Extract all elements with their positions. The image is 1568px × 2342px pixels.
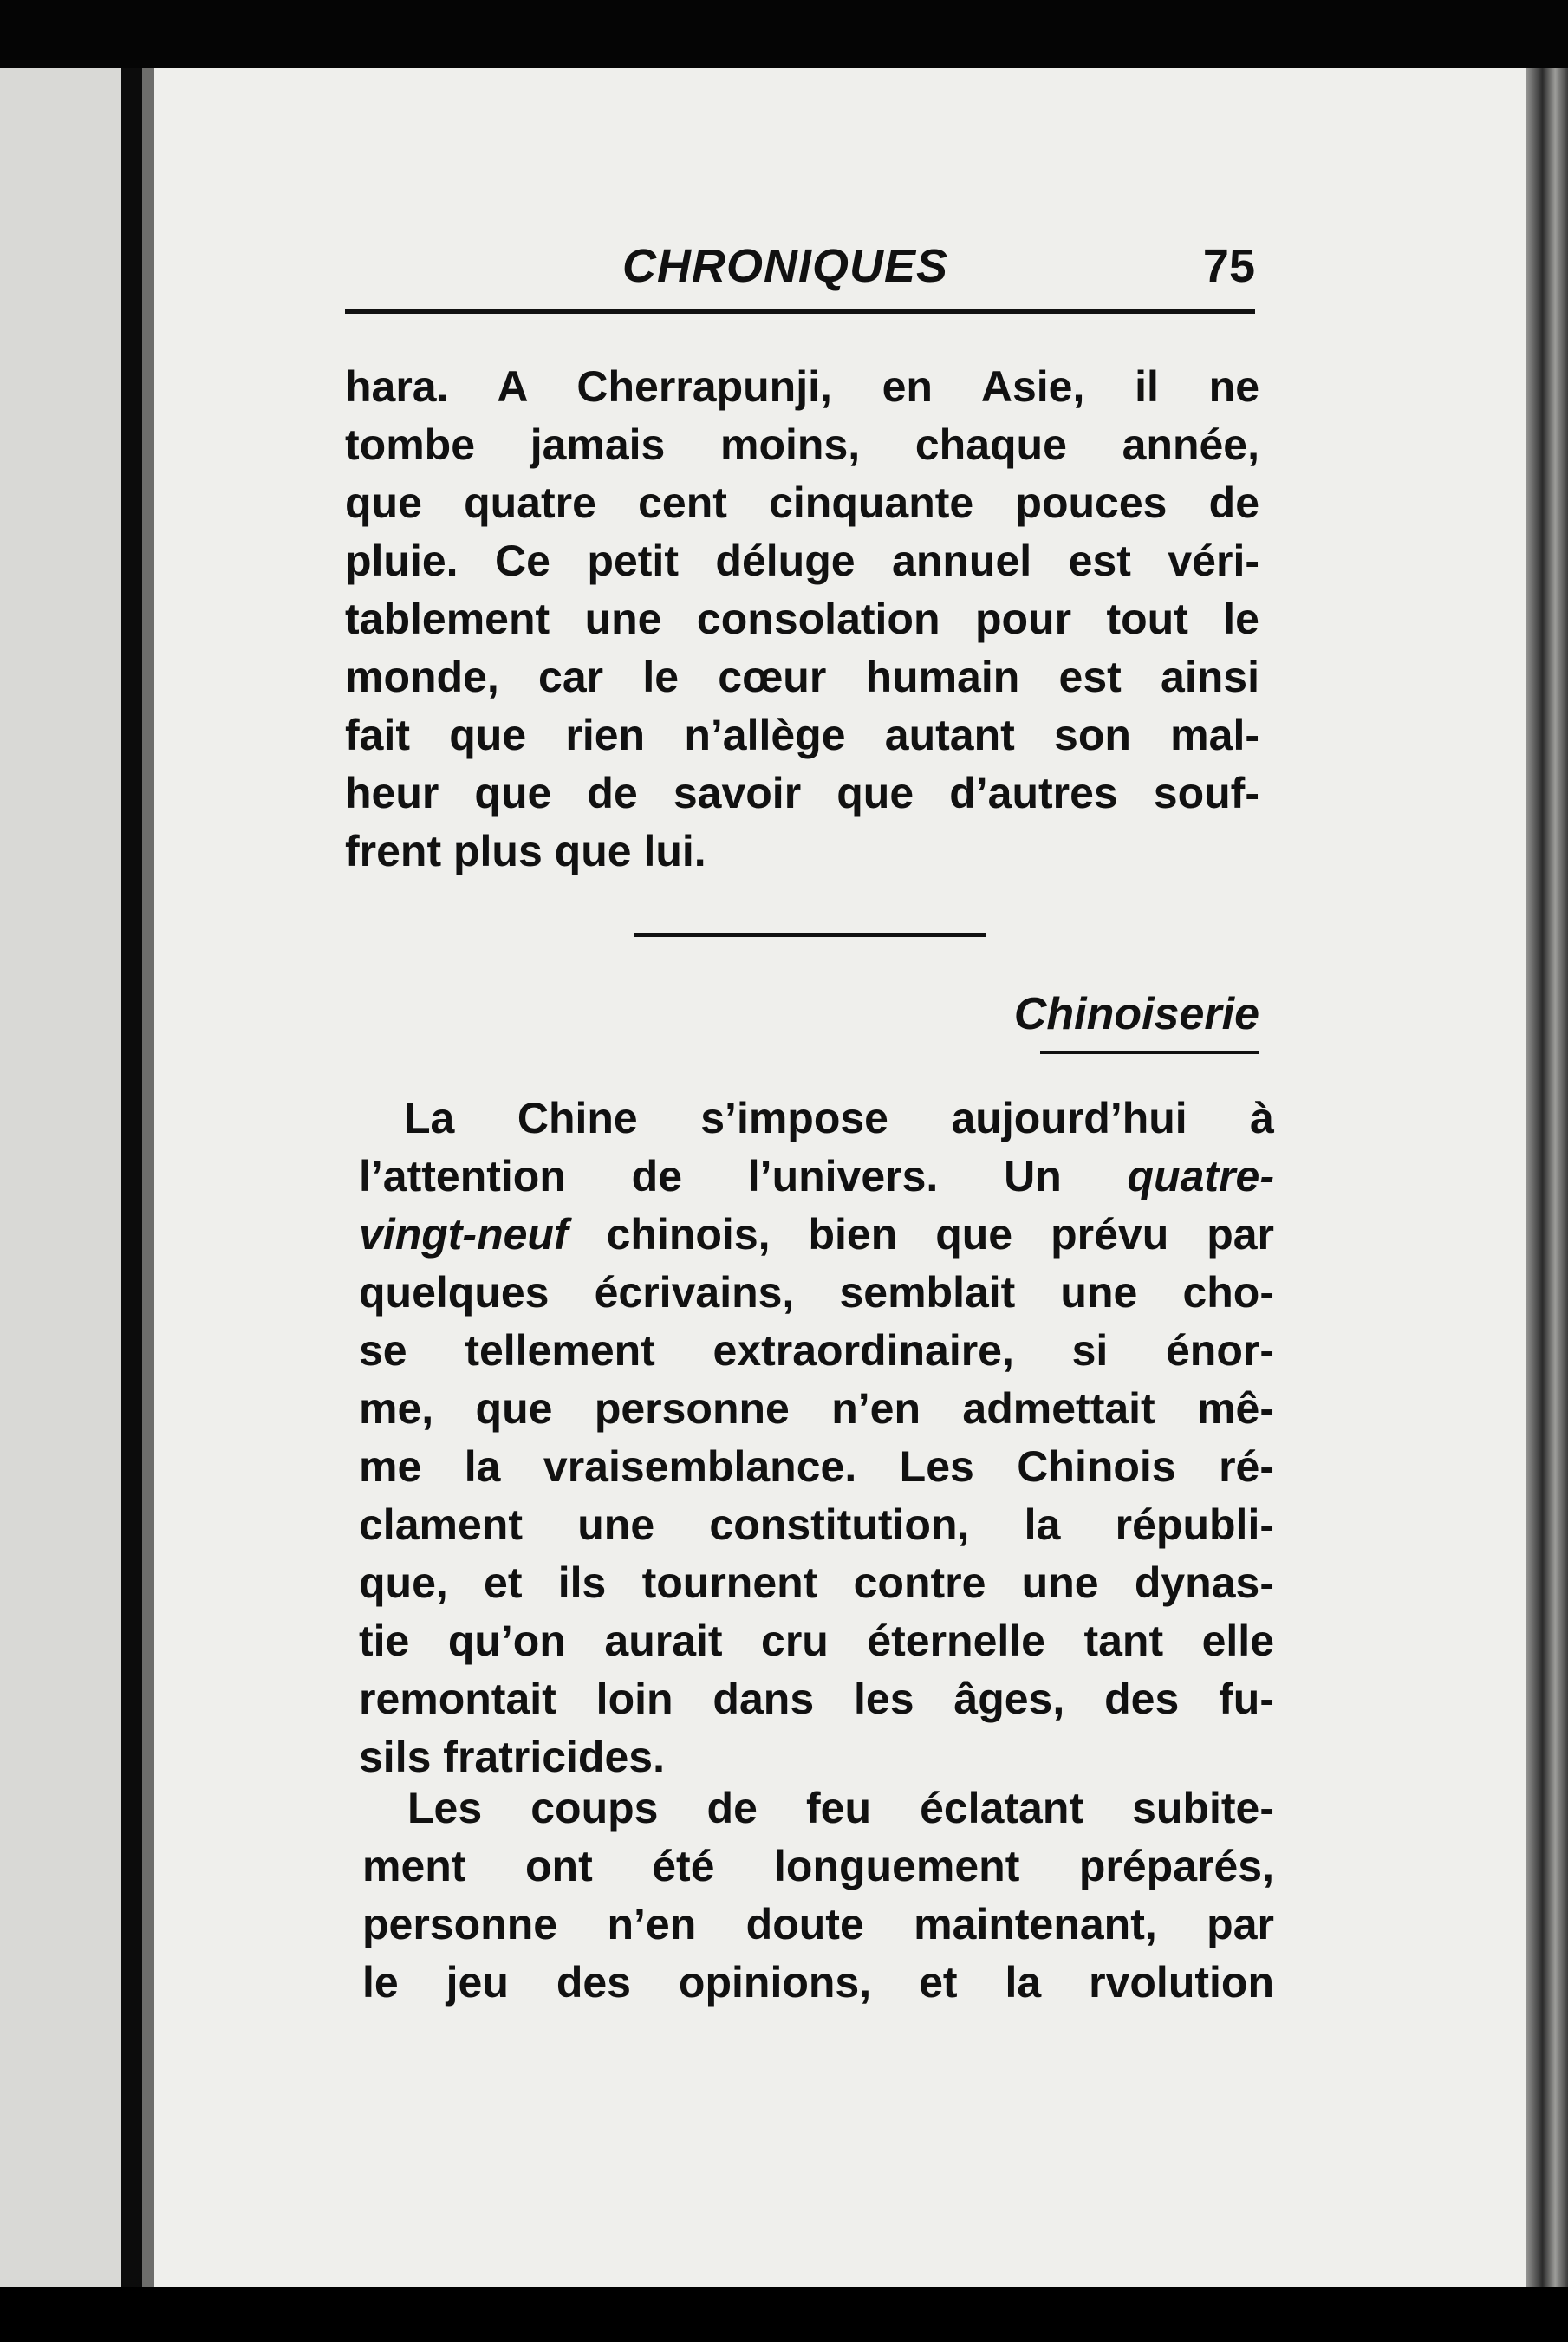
text-line: frent plus que lui. <box>345 827 706 875</box>
gutter-shadow <box>142 68 154 2287</box>
text-line: remontait loin dans les âges, des fu- <box>359 1675 1274 1723</box>
text-line: monde, car le cœur humain est ainsi <box>345 653 1259 701</box>
text-fragment: l’attention de l’univers. Un <box>359 1152 1128 1200</box>
text-line: que, et ils tournent contre une dynas- <box>359 1558 1274 1607</box>
text-line: le jeu des opinions, et la rvolution <box>362 1958 1274 2007</box>
section-title: Chinoiserie <box>1013 989 1259 1039</box>
running-title: CHRONIQUES <box>622 240 949 292</box>
text-line: heur que de savoir que d’autres souf- <box>345 769 1259 817</box>
paragraph-revolution <box>362 1779 1274 2012</box>
text-line: sils fratricides. <box>359 1733 665 1781</box>
text-line: pluie. Ce petit déluge annuel est véri- <box>345 537 1259 585</box>
section-divider-rule <box>634 933 986 937</box>
paragraph-chinoiserie <box>359 1090 1274 1786</box>
text-line: hara. A Cherrapunji, en Asie, il ne <box>345 362 1259 411</box>
italic-phrase: vingt-neuf <box>359 1210 569 1259</box>
text-line <box>359 1206 1274 1264</box>
text-line: me, que personne n’en admettait mê- <box>359 1384 1274 1433</box>
text-line <box>359 1148 1274 1206</box>
left-page-edge <box>0 68 121 2287</box>
text-fragment: chinois, bien que prévu par <box>568 1210 1274 1259</box>
italic-phrase: quatre- <box>1127 1152 1274 1200</box>
text-line: quelques écrivains, semblait une cho- <box>359 1268 1274 1317</box>
text-line: fait que rien n’allège autant son mal- <box>345 711 1259 759</box>
header-rule <box>345 309 1255 314</box>
paragraph-continued <box>345 358 1259 881</box>
page-number: 75 <box>1202 240 1255 292</box>
book-gutter <box>121 68 142 2287</box>
text-line: tombe jamais moins, chaque année, <box>345 420 1259 469</box>
section-title-underline <box>1040 1051 1259 1054</box>
right-page-edge <box>1526 68 1568 2287</box>
text-line: me la vraisemblance. Les Chinois ré- <box>359 1442 1274 1491</box>
text-line: se tellement extraordinaire, si énor- <box>359 1326 1274 1375</box>
scan-border <box>0 2287 1568 2342</box>
text-line: Les coups de feu éclatant subite- <box>407 1784 1274 1832</box>
text-line: La Chine s’impose aujourd’hui à <box>404 1094 1274 1142</box>
text-line: personne n’en doute maintenant, par <box>362 1900 1274 1948</box>
running-head <box>345 239 1255 291</box>
text-line: ment ont été longuement préparés, <box>362 1842 1274 1890</box>
text-line: que quatre cent cinquante pouces de <box>345 478 1259 527</box>
text-line: clament une constitution, la républi- <box>359 1500 1274 1549</box>
text-line: tie qu’on aurait cru éternelle tant elle <box>359 1617 1274 1665</box>
text-line: tablement une consolation pour tout le <box>345 595 1259 643</box>
